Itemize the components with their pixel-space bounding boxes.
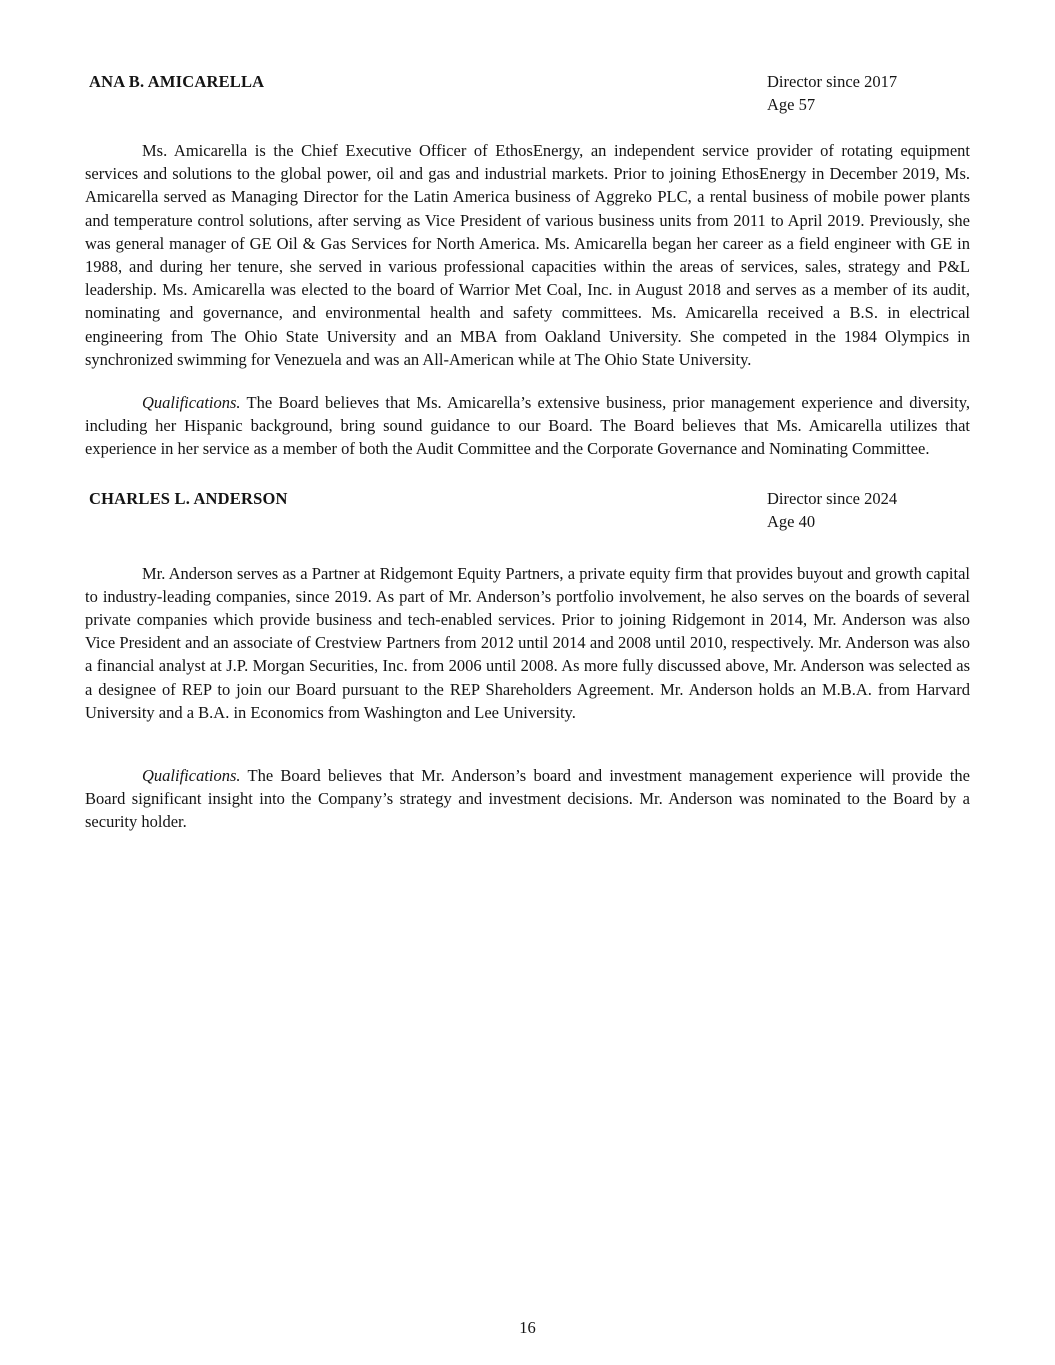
director-header: [85, 487, 970, 534]
page-number: 16: [519, 1318, 536, 1337]
director-age: Age 40: [767, 511, 816, 531]
qualifications-text: The Board believes that Mr. Anderson’s board and investment management experience will provide the Board significant insight into the Company’s strategy and investment decisions. Mr. Anderson was nominated to the Board by a security holder.: [85, 766, 970, 832]
qualifications-text: The Board believes that Ms. Amicarella’s extensive business, prior management experience and diversity, including her Hispanic background, bring sound guidance to our Board. The Board believes that Ms. Amicarella utilizes that experience in her service as a member of both the Audit Committee and the Corporate Governance and Nominating Committee.: [85, 393, 970, 459]
director-age: Age 57: [767, 95, 816, 115]
director-header: [85, 70, 970, 117]
director-meta: [767, 487, 977, 533]
qualifications-label: Qualifications.: [142, 393, 241, 413]
qualifications-paragraph: [85, 764, 970, 834]
director-section-amicarella: [85, 70, 970, 461]
director-name: ANA B. AMICARELLA: [89, 72, 265, 91]
qualifications-label: Qualifications.: [142, 766, 241, 786]
director-section-anderson: [85, 487, 970, 834]
director-meta: [767, 70, 977, 116]
director-since: Director since 2024: [767, 488, 898, 508]
director-name: CHARLES L. ANDERSON: [89, 488, 288, 508]
director-bio: Mr. Anderson serves as a Partner at Ridgemont Equity Partners, a private equity firm that provides buyout and growth capital to industry-leading companies, since 2019. As part of Mr. Anderson’s portfolio involvement, he also serves on the boards of several private companies which provide business and tech-enabled services. Prior to joining Ridgemont in 2014, Mr. Anderson was also Vice President and an associate of Crestview Partners from 2012 until 2014 and 2008 until 2010, respectively. Mr. Anderson was also a financial analyst at J.P. Morgan Securities, Inc. from 2006 until 2008. As more fully discussed above, Mr. Anderson was selected as a designee of REP to join our Board pursuant to the REP Shareholders Agreement. Mr. Anderson holds an M.B.A. from Harvard University and a B.A. in Economics from Washington and Lee University.: [85, 563, 970, 722]
qualifications-paragraph: [85, 391, 970, 461]
director-bio: Ms. Amicarella is the Chief Executive Officer of EthosEnergy, an independent service provider of rotating equipment services and solutions to the global power, oil and gas and industrial markets. Prior to joining EthosEnergy in December 2019, Ms. Amicarella served as Managing Director for the Latin America business of Aggreko PLC, a rental business of mobile power plants and temperature control solutions, after serving as Vice President of various business units from 2011 to April 2019. Previously, she was general manager of GE Oil & Gas Services for North America. Ms. Amicarella began her career as a field engineer with GE in 1988, and during her tenure, she served in various professional capacities within the areas of services, sales, strategy and P&L leadership. Ms. Amicarella was elected to the board of Warrior Met Coal, Inc. in August 2018 and serves as a member of its audit, nominating and governance, and environmental health and safety committees. Ms. Amicarella received a B.S. in electrical engineering from The Ohio State University and an MBA from Oakland University. She competed in the 1984 Olympics in synchronized swimming for Venezuela and was an All-American while at The Ohio State University.: [85, 141, 970, 369]
director-since: Director since 2017: [767, 72, 898, 91]
